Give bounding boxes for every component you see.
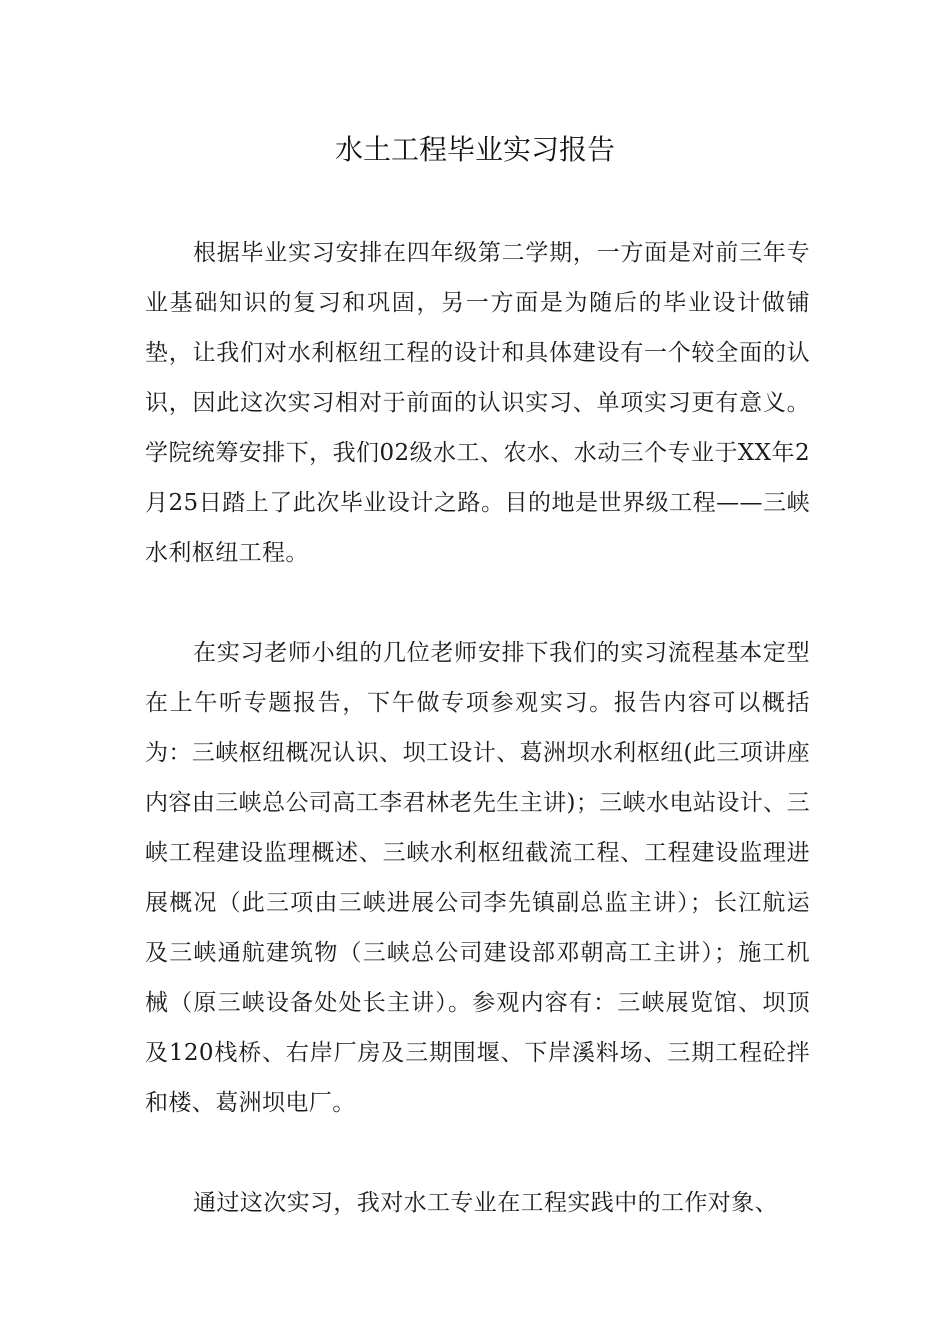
paragraph-1: 根据毕业实习安排在四年级第二学期，一方面是对前三年专业基础知识的复习和巩固，另一方面是为随后的毕业设计做铺垫，让我们对水利枢纽工程的设计和具体建设有一个较全面的认识，因此这次实习相对于前面的认识实习、单项实习更有意义。学院统筹安排下，我们02级水工、农水、水动三个专业于XX年2月25日踏上了此次毕业设计之路。目的地是世界级工程——三峡水利枢纽工程。: [145, 240, 810, 566]
document-body: [145, 228, 810, 1278]
paragraph-3: 通过这次实习，我对水工专业在工程实践中的工作对象、: [193, 1190, 778, 1216]
document-title: 水土工程毕业实习报告: [334, 133, 615, 166]
paragraph-2: 在实习老师小组的几位老师安排下我们的实习流程基本定型在上午听专题报告，下午做专项参观实习。报告内容可以概括为：三峡枢纽概况认识、坝工设计、葛洲坝水利枢纽(此三项讲座内容由三峡总公司高工李君林老先生主讲)；三峡水电站设计、三峡工程建设监理概述、三峡水利枢纽截流工程、工程建设监理进展概况（此三项由三峡进展公司李先镇副总监主讲）；长江航运及三峡通航建筑物（三峡总公司建设部邓朝高工主讲）；施工机械（原三峡设备处处长主讲）。参观内容有：三峡展览馆、坝顶及120栈桥、右岸厂房及三期围堰、下岸溪料场、三期工程砼拌和楼、葛洲坝电厂。: [145, 640, 810, 1116]
